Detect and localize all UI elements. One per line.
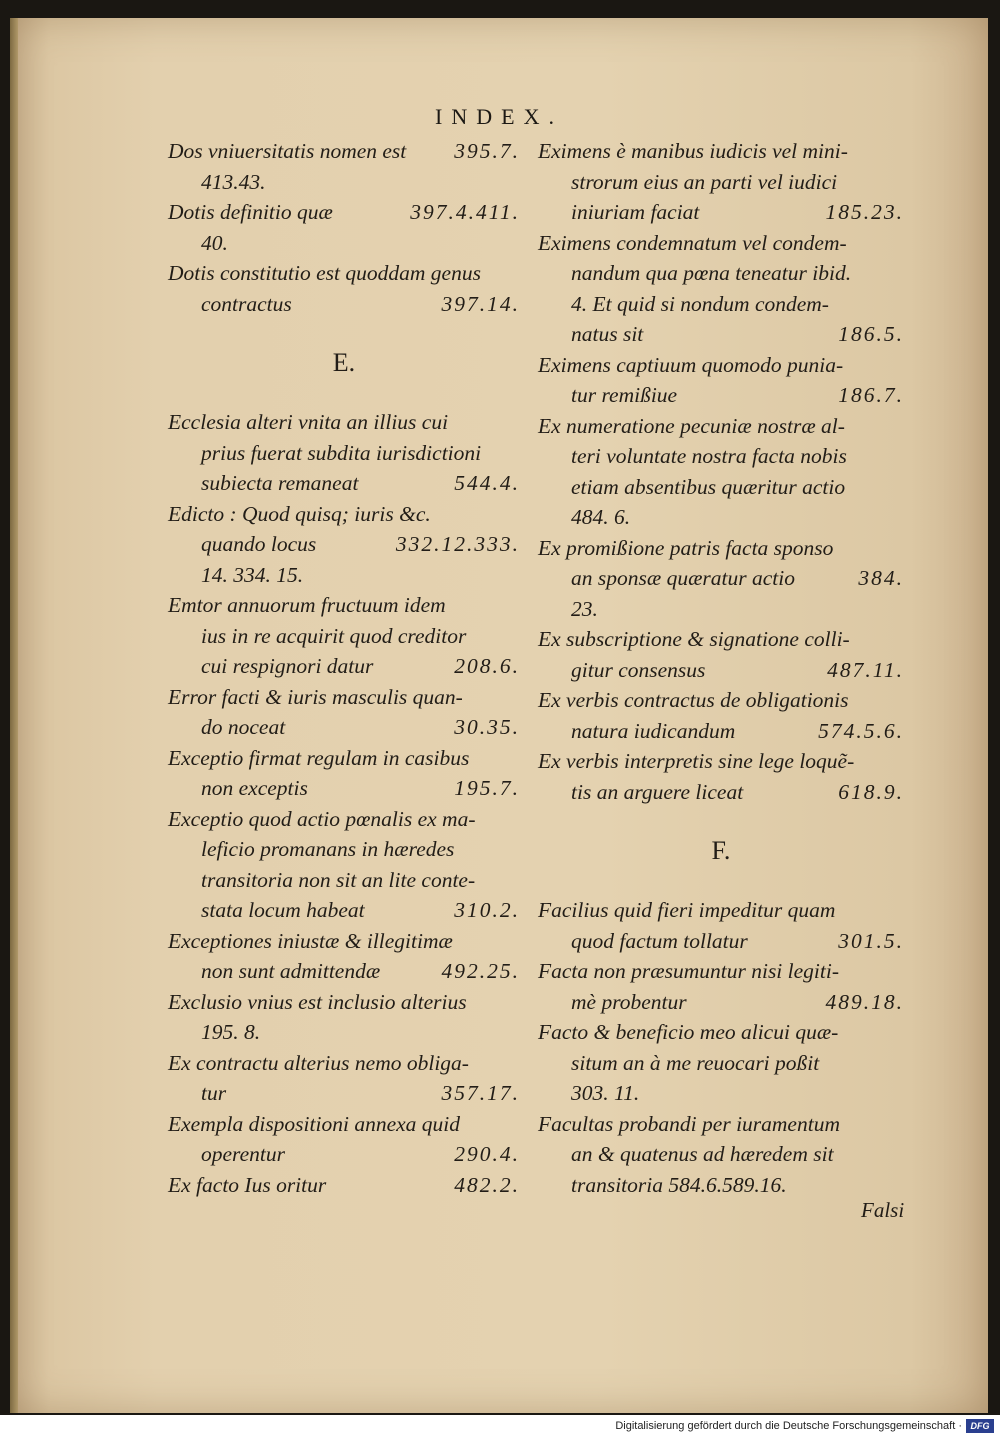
section-letter: F. bbox=[711, 836, 731, 865]
entry-line bbox=[538, 258, 904, 289]
entry-text: Facultas probandi per iuramentum bbox=[538, 1111, 840, 1136]
entry-text: teri voluntate nostra facta nobis bbox=[571, 444, 847, 468]
index-entry bbox=[538, 624, 904, 685]
entry-line bbox=[538, 1170, 904, 1201]
entry-text: Exceptio firmat regulam in casibus bbox=[168, 745, 470, 770]
entry-text: nandum qua pœna teneatur ibid. bbox=[571, 261, 852, 285]
entry-text: Ex subscriptione & signatione colli- bbox=[538, 627, 850, 651]
entry-text: Dotis constitutio est quoddam genus bbox=[168, 261, 481, 285]
entry-text: tis an arguere liceat bbox=[571, 779, 744, 804]
entry-text: 4. Et quid si nondum condem- bbox=[571, 291, 829, 316]
entry-line bbox=[538, 380, 904, 411]
book-page bbox=[10, 18, 988, 1413]
entry-line bbox=[168, 1109, 520, 1140]
index-entry bbox=[168, 1170, 520, 1201]
index-entry bbox=[168, 987, 520, 1048]
footer-bar bbox=[0, 1415, 1000, 1437]
page-reference: 186.7. bbox=[838, 383, 904, 407]
index-entry bbox=[168, 136, 520, 197]
entry-text: mè probentur bbox=[571, 989, 687, 1014]
entry-line bbox=[168, 804, 520, 835]
index-entry bbox=[538, 956, 904, 1017]
entry-line bbox=[538, 167, 904, 198]
index-entry bbox=[538, 895, 904, 956]
entry-line bbox=[538, 289, 904, 320]
index-entry bbox=[168, 926, 520, 987]
entry-line bbox=[168, 1078, 520, 1109]
page-reference: 489.18. bbox=[825, 989, 904, 1014]
entry-line bbox=[538, 895, 904, 926]
entry-line bbox=[168, 1139, 520, 1170]
entry-text: tur remißiue bbox=[571, 383, 678, 407]
entry-text: Eximens condemnatum vel condem- bbox=[538, 230, 847, 255]
entry-line bbox=[538, 987, 904, 1018]
entry-line bbox=[168, 560, 520, 591]
entry-line bbox=[538, 594, 904, 625]
index-entry bbox=[538, 228, 904, 350]
entry-line bbox=[168, 743, 520, 774]
entry-line bbox=[538, 956, 904, 987]
funding-credit: Digitalisierung gefördert durch die Deutsche Forschungsgemeinschaft · bbox=[615, 1420, 962, 1432]
entry-line bbox=[168, 289, 520, 320]
entry-text: subiecta remaneat bbox=[201, 471, 359, 495]
entry-text: Facto & beneficio meo alicui quæ- bbox=[538, 1020, 839, 1044]
entry-line bbox=[168, 682, 520, 713]
index-entry bbox=[168, 682, 520, 743]
entry-line bbox=[168, 621, 520, 652]
entry-line bbox=[538, 1139, 904, 1170]
entry-text: Edicto : Quod quisq; iuris &c. bbox=[168, 501, 431, 526]
index-entry bbox=[168, 590, 520, 682]
entry-text: Ex numeratione pecuniæ nostræ al- bbox=[538, 413, 845, 438]
entry-text: Ex promißione patris facta sponso bbox=[538, 535, 834, 560]
entry-text: cui respignori datur bbox=[201, 654, 374, 678]
entry-text: quod factum tollatur bbox=[571, 928, 748, 953]
entry-line bbox=[538, 1078, 904, 1109]
page-reference: 397.4.411. bbox=[410, 200, 520, 224]
entry-line bbox=[538, 502, 904, 533]
entry-text: iniuriam faciat bbox=[571, 200, 700, 224]
entry-text: Exclusio vnius est inclusio alterius bbox=[168, 989, 467, 1014]
index-entry bbox=[168, 1048, 520, 1109]
entry-text: Exceptiones iniustæ & illegitimæ bbox=[168, 928, 453, 953]
entry-line bbox=[538, 685, 904, 716]
entry-line bbox=[168, 136, 520, 167]
index-entry bbox=[538, 411, 904, 533]
entry-line bbox=[168, 529, 520, 560]
page-reference: 332.12.333. bbox=[395, 532, 520, 556]
entry-text: Ex facto Ius oritur bbox=[168, 1172, 327, 1197]
page-reference: 492.25. bbox=[441, 959, 520, 983]
entry-line bbox=[168, 258, 520, 289]
index-entry bbox=[168, 499, 520, 591]
entry-text: Dos vniuersitatis nomen est bbox=[168, 139, 407, 163]
entry-line bbox=[168, 167, 520, 198]
entry-text: situm an à me reuocari poßit bbox=[571, 1050, 820, 1075]
entry-text: Dotis definitio quæ bbox=[168, 200, 333, 224]
index-column-right bbox=[538, 136, 904, 1200]
dfg-logo: DFG bbox=[966, 1419, 994, 1433]
entry-line bbox=[168, 197, 520, 228]
entry-text: an & quatenus ad hæredem sit bbox=[571, 1142, 834, 1166]
entry-text: Eximens è manibus iudicis vel mini- bbox=[538, 139, 848, 163]
page-reference: 574.5.6. bbox=[818, 718, 904, 743]
page-reference: 482.2. bbox=[454, 1172, 520, 1197]
entry-text: Ex verbis interpretis sine lege loquẽ- bbox=[538, 749, 855, 773]
entry-text: 484. 6. bbox=[571, 505, 631, 529]
index-entry bbox=[538, 685, 904, 746]
entry-line bbox=[168, 987, 520, 1018]
page-reference: 395.7. bbox=[454, 139, 520, 163]
entry-line bbox=[168, 1170, 520, 1201]
entry-line bbox=[538, 624, 904, 655]
entry-text: Ex verbis contractus de obligationis bbox=[538, 688, 849, 712]
entry-line bbox=[538, 926, 904, 957]
entry-line bbox=[168, 865, 520, 896]
page-reference: 186.5. bbox=[838, 322, 904, 346]
entry-line bbox=[168, 956, 520, 987]
entry-line bbox=[168, 926, 520, 957]
index-entry bbox=[538, 1109, 904, 1201]
entry-text: 40. bbox=[201, 230, 228, 255]
entry-text: ius in re acquirit quod creditor bbox=[201, 623, 467, 648]
entry-text: non sunt admittendæ bbox=[201, 959, 381, 983]
page-header: INDEX. bbox=[435, 104, 563, 129]
entry-line bbox=[168, 438, 520, 469]
entry-text: natura iudicandum bbox=[571, 718, 736, 743]
page-reference: 195.7. bbox=[454, 776, 520, 800]
page-reference: 357.17. bbox=[441, 1081, 520, 1105]
entry-text: Ex contractu alterius nemo obliga- bbox=[168, 1050, 469, 1075]
entry-text: natus sit bbox=[571, 322, 644, 346]
entry-line bbox=[538, 655, 904, 686]
index-entry bbox=[538, 746, 904, 807]
entry-line bbox=[538, 1109, 904, 1140]
index-entry bbox=[168, 407, 520, 499]
entry-text: Error facti & iuris masculis quan- bbox=[168, 684, 463, 709]
entry-text: do noceat bbox=[201, 715, 286, 739]
index-entry bbox=[538, 350, 904, 411]
entry-text: gitur consensus bbox=[571, 657, 706, 682]
index-entry bbox=[168, 197, 520, 258]
entry-line bbox=[168, 834, 520, 865]
entry-text: prius fuerat subdita iurisdictioni bbox=[201, 440, 482, 465]
entry-line bbox=[538, 197, 904, 228]
entry-line bbox=[538, 716, 904, 747]
page-reference: 310.2. bbox=[454, 898, 520, 922]
entry-text: transitoria non sit an lite conte- bbox=[201, 867, 476, 892]
entry-line bbox=[168, 407, 520, 438]
entry-line bbox=[168, 712, 520, 743]
entry-line bbox=[538, 746, 904, 777]
page-reference: 397.14. bbox=[441, 291, 520, 316]
entry-text: strorum eius an parti vel iudici bbox=[571, 169, 838, 194]
entry-line bbox=[168, 651, 520, 682]
entry-line bbox=[538, 411, 904, 442]
entry-text: Exceptio quod actio pœnalis ex ma- bbox=[168, 806, 476, 831]
catchword: Falsi bbox=[861, 1198, 905, 1222]
entry-line bbox=[168, 773, 520, 804]
entry-text: Eximens captiuum quomodo punia- bbox=[538, 352, 844, 377]
entry-line bbox=[168, 895, 520, 926]
entry-line bbox=[538, 533, 904, 564]
index-entry bbox=[168, 743, 520, 804]
page-reference: 301.5. bbox=[838, 928, 904, 953]
index-entry bbox=[538, 533, 904, 625]
entry-text: 14. 334. 15. bbox=[201, 562, 304, 587]
entry-line bbox=[538, 1017, 904, 1048]
entry-text: 23. bbox=[571, 596, 598, 621]
page-reference: 487.11. bbox=[827, 657, 904, 682]
entry-line bbox=[538, 777, 904, 808]
entry-text: contractus bbox=[201, 291, 292, 316]
entry-text: an sponsæ quæratur actio bbox=[571, 566, 795, 590]
page-reference: 30.35. bbox=[454, 715, 520, 739]
entry-text: Exempla dispositioni annexa quid bbox=[168, 1111, 461, 1136]
page-reference: 185.23. bbox=[825, 200, 904, 224]
entry-line bbox=[168, 1048, 520, 1079]
page-reference: 618.9. bbox=[838, 779, 904, 804]
index-entry bbox=[168, 1109, 520, 1170]
entry-line bbox=[538, 350, 904, 381]
entry-text: tur bbox=[201, 1081, 227, 1105]
entry-line bbox=[538, 563, 904, 594]
entry-text: 413.43. bbox=[201, 169, 266, 194]
entry-line bbox=[168, 468, 520, 499]
entry-text: Facilius quid fieri impeditur quam bbox=[538, 898, 836, 922]
entry-line bbox=[538, 441, 904, 472]
page-reference: 290.4. bbox=[454, 1142, 520, 1166]
index-entry bbox=[538, 1017, 904, 1109]
index-entry bbox=[168, 804, 520, 926]
entry-text: etiam absentibus quæritur actio bbox=[571, 474, 846, 499]
entry-line bbox=[538, 319, 904, 350]
section-letter: E. bbox=[332, 348, 356, 377]
entry-line bbox=[168, 228, 520, 259]
entry-text: 303. 11. bbox=[571, 1081, 640, 1105]
entry-text: operentur bbox=[201, 1142, 285, 1166]
entry-text: Emtor annuorum fructuum idem bbox=[168, 593, 446, 617]
entry-text: Facta non præsumuntur nisi legiti- bbox=[538, 959, 839, 983]
page-reference: 384. bbox=[858, 566, 904, 590]
entry-text: leficio promanans in hæredes bbox=[201, 837, 455, 861]
index-entry bbox=[168, 258, 520, 319]
entry-line bbox=[538, 1048, 904, 1079]
page-reference: 208.6. bbox=[454, 654, 520, 678]
index-column-left bbox=[168, 136, 520, 1200]
entry-line bbox=[168, 590, 520, 621]
entry-text: 195. 8. bbox=[201, 1020, 261, 1044]
entry-text: Ecclesia alteri vnita an illius cui bbox=[168, 410, 449, 434]
entry-line bbox=[538, 228, 904, 259]
entry-text: transitoria 584.6.589.16. bbox=[571, 1172, 787, 1197]
entry-line bbox=[168, 1017, 520, 1048]
index-entry bbox=[538, 136, 904, 228]
entry-text: non exceptis bbox=[201, 776, 308, 800]
entry-line bbox=[538, 472, 904, 503]
page-reference: 544.4. bbox=[454, 471, 520, 495]
entry-line bbox=[538, 136, 904, 167]
entry-line bbox=[168, 499, 520, 530]
entry-text: quando locus bbox=[201, 532, 317, 556]
entry-text: stata locum habeat bbox=[201, 898, 365, 922]
